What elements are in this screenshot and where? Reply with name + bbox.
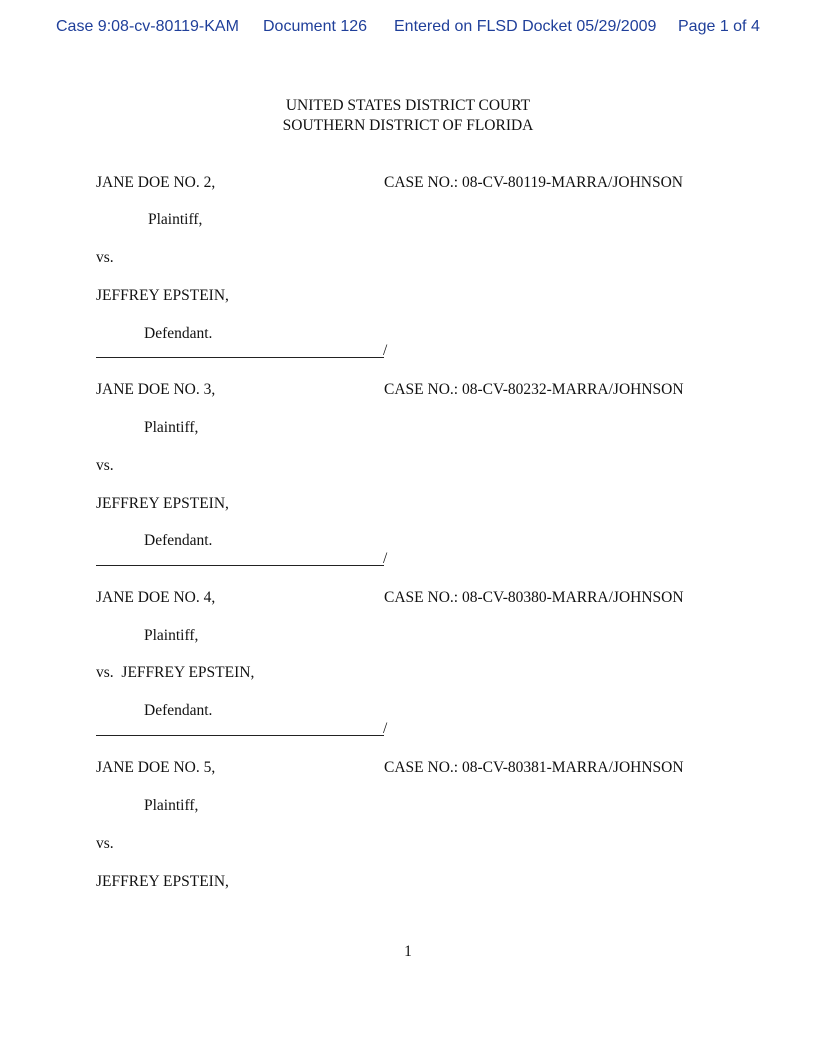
case-number: CASE NO.: 08-CV-80381-MARRA/JOHNSON — [384, 759, 684, 776]
versus: vs. — [96, 835, 114, 852]
versus: vs. — [96, 249, 114, 266]
defendant-role: Defendant. — [144, 702, 213, 719]
header-document-number: Document 126 — [263, 18, 368, 35]
plaintiff-role: Plaintiff, — [144, 419, 199, 436]
defendant-name: JEFFREY EPSTEIN, — [96, 873, 229, 890]
plaintiff-role: Plaintiff, — [144, 797, 199, 814]
case-number: CASE NO.: 08-CV-80232-MARRA/JOHNSON — [384, 381, 684, 398]
plaintiff-name: JANE DOE NO. 4, — [96, 589, 216, 606]
versus: vs. — [96, 457, 114, 474]
page-number: 1 — [404, 943, 412, 960]
separator-rule — [96, 357, 384, 358]
separator-rule — [96, 565, 384, 566]
defendant-name: JEFFREY EPSTEIN, — [96, 495, 229, 512]
separator-slash: / — [383, 550, 388, 567]
plaintiff-role: Plaintiff, — [148, 211, 203, 228]
court-district: SOUTHERN DISTRICT OF FLORIDA — [282, 117, 534, 134]
case-number: CASE NO.: 08-CV-80380-MARRA/JOHNSON — [384, 589, 684, 606]
header-case-number: Case 9:08-cv-80119-KAM — [56, 18, 239, 35]
header-docket-entry: Entered on FLSD Docket 05/29/2009 — [394, 18, 657, 35]
court-name: UNITED STATES DISTRICT COURT — [285, 97, 531, 114]
separator-rule — [96, 735, 384, 736]
plaintiff-name: JANE DOE NO. 2, — [96, 174, 216, 191]
defendant-name: JEFFREY EPSTEIN, — [96, 287, 229, 304]
versus-defendant: vs. JEFFREY EPSTEIN, — [96, 664, 255, 681]
separator-slash: / — [383, 342, 388, 359]
case-number: CASE NO.: 08-CV-80119-MARRA/JOHNSON — [384, 174, 683, 191]
header-page-count: Page 1 of 4 — [678, 18, 760, 35]
defendant-role: Defendant. — [144, 325, 213, 342]
plaintiff-role: Plaintiff, — [144, 627, 199, 644]
defendant-role: Defendant. — [144, 532, 213, 549]
plaintiff-name: JANE DOE NO. 5, — [96, 759, 216, 776]
plaintiff-name: JANE DOE NO. 3, — [96, 381, 216, 398]
separator-slash: / — [383, 720, 388, 737]
